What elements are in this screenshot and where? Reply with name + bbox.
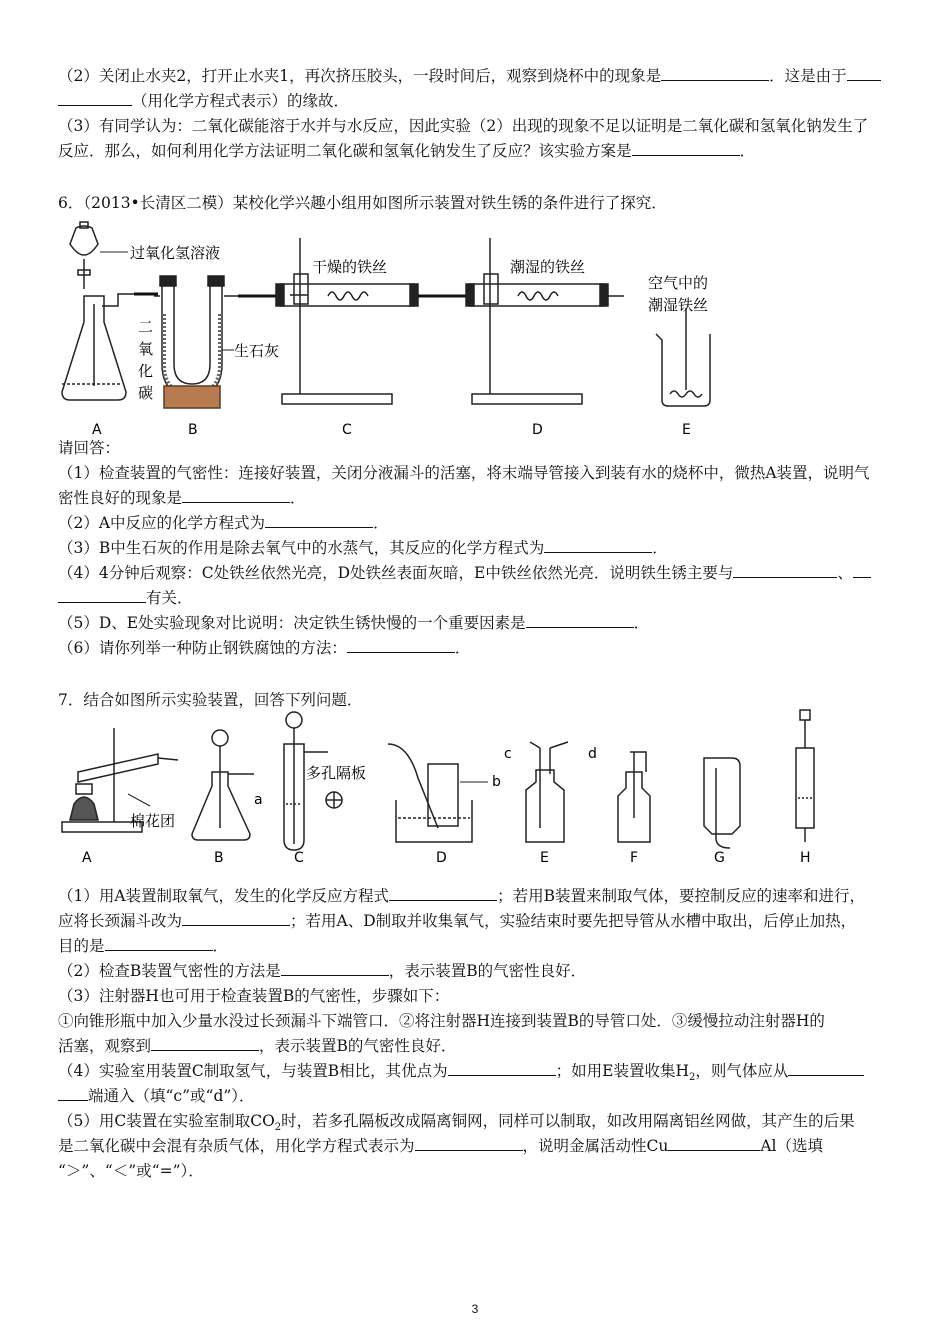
answer-blank[interactable] (847, 66, 881, 81)
q7-title: 7．结合如图所示实验装置，回答下列问题． (58, 691, 363, 709)
q7-p3b: ①向锥形瓶中加入少量水没过长颈漏斗下端管口．②将注射器H连接到装置B的导管口处．③缓慢拉动注射器H的 (58, 1012, 825, 1030)
label-c: c (504, 746, 512, 762)
q7-p5b: 是二氧化碳中会混有杂质气体，用化学方程式表示为 ，说明金属活动性Cu Al（选填 (58, 1137, 824, 1155)
syringe-icon (796, 710, 814, 842)
answer-blank[interactable] (526, 613, 634, 628)
q6-p1a: （1）检查装置的气密性：连接好装置，关闭分液漏斗的活塞，将末端导管接入到装有水的烧杯中，微热A装置，说明气 (58, 464, 870, 482)
answer-blank[interactable] (733, 563, 837, 578)
label-b: b (492, 774, 501, 790)
caption-b: B (188, 422, 198, 438)
answer-blank[interactable] (182, 911, 290, 926)
caption-e: E (682, 422, 691, 438)
bottle-icon (618, 752, 650, 842)
separatory-funnel-icon (70, 222, 98, 289)
q6-p4b: 有关． (58, 588, 898, 608)
page-number: 3 (471, 1302, 479, 1316)
caption-e: E (540, 850, 549, 866)
caption-f: F (630, 850, 639, 866)
answer-blank[interactable] (544, 538, 652, 553)
label-wet-iron: 潮湿的铁丝 (510, 258, 586, 276)
q5-line-3: （3）有同学认为：二氧化碳能溶于水并与水反应，因此实验（2）出现的现象不足以证明是二氧化碳和氢氧化钠发生了 (58, 117, 869, 135)
answer-blank[interactable] (661, 66, 769, 81)
caption-d: D (436, 850, 447, 866)
q7-apparatus-figure (58, 708, 898, 868)
glass-tube-icon (276, 284, 418, 306)
label-porous-plate: 多孔隔板 (306, 764, 367, 782)
q7-p5a: （5）用C装置在实验室制取$CO_2$时，若多孔隔板改成隔离铜网，同样可以制取，如改用隔离铝丝网做，其产生的后果 (58, 1112, 855, 1134)
q5-line-1: （2）关闭止水夹2，打开止水夹1，再次挤压胶头，一段时间后，观察到烧杯中的现象是 ．这是由于 (58, 66, 898, 86)
label-a: a (254, 792, 263, 808)
u-tube-icon (154, 276, 238, 396)
q7-p4b: 端通入（填“c”或“d”）． (58, 1086, 898, 1106)
label-cotton: 棉花团 (130, 812, 176, 830)
q5-line-2: （用化学方程式表示）的缘故． (58, 91, 898, 111)
caption-d: D (532, 422, 543, 438)
answer-blank[interactable] (281, 961, 389, 976)
q6-p4a: （4）4分钟后观察：C处铁丝依然光亮，D处铁丝表面灰暗，E中铁丝依然光亮．说明铁生锈主要与 、 (58, 563, 898, 583)
conical-flask-icon (192, 730, 254, 840)
caption-c: C (294, 850, 304, 866)
label-dry-iron: 干燥的铁丝 (312, 258, 388, 276)
q7-p1c: 目的是 ． (58, 937, 229, 955)
answer-blank[interactable] (668, 1136, 760, 1151)
caption-c: C (342, 422, 352, 438)
caption-a: A (92, 422, 102, 438)
answer-blank[interactable] (265, 513, 373, 528)
answer-blank[interactable] (58, 588, 146, 603)
label-d: d (588, 746, 597, 762)
label-co2-4: 碳 (138, 384, 154, 402)
answer-blank[interactable] (347, 638, 455, 653)
q5-line-4: 反应．那么，如何利用化学方法证明二氧化碳和氢氧化钠发生了反应？该实验方案是 ． (58, 142, 756, 160)
water-trough-icon (388, 744, 472, 842)
answer-blank[interactable] (632, 141, 740, 156)
q6-apparatus-figure (58, 214, 898, 440)
q7-p1b: 应将长颈漏斗改为 ；若用A、D制取并收集氧气，实验结束时要先把导管从水槽中取出，后停止加热， (58, 912, 857, 930)
q6-ask: 请回答： (58, 439, 121, 457)
q7-p1a: （1）用A装置制取氧气，发生的化学反应方程式 ；若用B装置来制取气体，要控制反应的速率和进行， (58, 887, 865, 905)
answer-blank[interactable] (182, 488, 290, 503)
q6-title: 6．（2013•长清区二模）某校化学兴趣小组用如图所示装置对铁生锈的条件进行了探究． (58, 194, 667, 212)
q7-p3: （3）注射器H也可用于检查装置B的气密性，步骤如下： (58, 987, 450, 1005)
q7-p5c: “＞”、“＜”或“=”）． (58, 1162, 204, 1180)
q7-p3c: 活塞，观察到 ，表示装置B的气密性良好． (58, 1037, 457, 1055)
label-air-2: 潮湿铁丝 (648, 296, 709, 314)
q7-p2: （2）检查B装置气密性的方法是 ，表示装置B的气密性良好． (58, 962, 587, 980)
q6-p3: （3）B中生石灰的作用是除去氧气中的水蒸气，其反应的化学方程式为 ． (58, 539, 668, 557)
answer-blank[interactable] (151, 1036, 259, 1051)
label-air-1: 空气中的 (648, 274, 709, 292)
answer-blank[interactable] (58, 1086, 88, 1101)
inverted-bottle-icon (704, 758, 740, 848)
caption-a: A (82, 850, 92, 866)
q6-p2: （2）A中反应的化学方程式为 ． (58, 514, 389, 532)
label-co2-1: 二 (138, 318, 154, 336)
gas-bottle-icon (526, 742, 568, 842)
caption-b: B (214, 850, 224, 866)
label-co2-3: 化 (138, 362, 154, 380)
q7-p4a: （4）实验室用装置C制取氢气，与装置B相比，其优点为 ；如用E装置收集$H_2$，则气体应从 (58, 1061, 898, 1088)
answer-blank[interactable] (448, 1061, 556, 1076)
label-co2-2: 氧 (138, 340, 154, 358)
answer-blank[interactable] (853, 563, 871, 578)
answer-blank[interactable] (788, 1061, 864, 1076)
q6-p6: （6）请你列举一种防止钢铁腐蚀的方法： ． (58, 639, 471, 657)
caption-g: G (714, 850, 725, 866)
answer-blank[interactable] (58, 91, 132, 106)
answer-blank[interactable] (415, 1136, 523, 1151)
answer-blank[interactable] (389, 886, 497, 901)
beaker-icon (656, 308, 710, 406)
conical-flask-icon (62, 294, 134, 400)
caption-h: H (800, 850, 811, 866)
label-lime: 生石灰 (234, 342, 280, 360)
q6-p5: （5）D、E处实验现象对比说明：决定铁生锈快慢的一个重要因素是 ． (58, 614, 650, 632)
answer-blank[interactable] (105, 936, 213, 951)
q6-p1b: 密性良好的现象是 ． (58, 489, 306, 507)
label-h2o2: 过氧化氢溶液 (130, 244, 221, 262)
